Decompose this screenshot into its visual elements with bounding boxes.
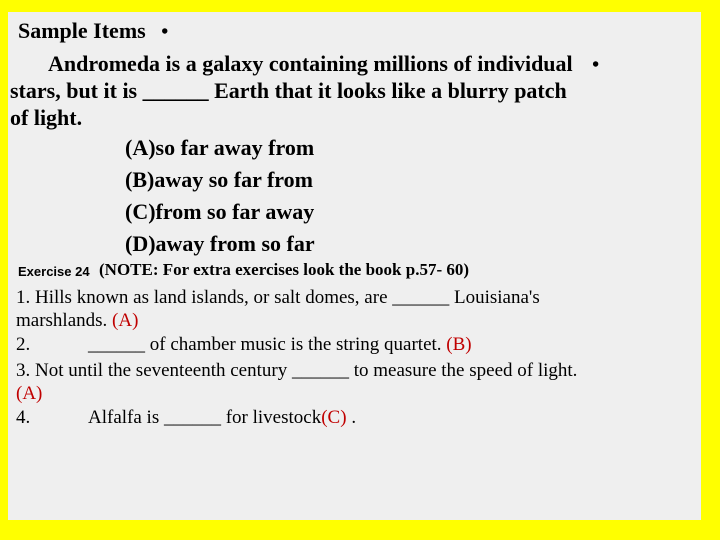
slide-title bbox=[18, 18, 168, 44]
note-text: (NOTE: For extra exercises look the book p.57- 60) bbox=[99, 260, 470, 279]
exercise-4-number: 4. bbox=[16, 407, 31, 428]
exercise-1-answer: (A) bbox=[112, 310, 139, 331]
title-text: Sample Items bbox=[18, 18, 146, 43]
question-line-3: of light. bbox=[10, 105, 83, 130]
question-line-1 bbox=[48, 50, 599, 79]
exercise-3-answer: (A) bbox=[16, 383, 43, 404]
exercise-4-text: Alfalfa is ______ for livestock bbox=[88, 407, 322, 428]
bullet-icon: • bbox=[161, 21, 169, 43]
exercise-1-text: marshlands. bbox=[16, 310, 108, 331]
exercise-2-number: 2. bbox=[16, 334, 31, 355]
exercise-4-answer: (C) bbox=[321, 407, 347, 428]
option-a: (A)so far away from bbox=[125, 135, 315, 160]
exercise-2-answer: (B) bbox=[446, 334, 472, 355]
exercise-4-end: . bbox=[351, 407, 357, 428]
exercise-2-text: ______ of chamber music is the string quartet. bbox=[88, 334, 442, 355]
option-b: (B)away so far from bbox=[125, 167, 313, 192]
question-line-2: stars, but it is ______ Earth that it looks like a blurry patch bbox=[10, 78, 567, 103]
exercise-1-line-1: 1. Hills known as land islands, or salt domes, are ______ Louisiana's bbox=[16, 287, 540, 308]
exercise-4 bbox=[16, 406, 356, 429]
exercise-1-line-2 bbox=[16, 309, 138, 332]
exercise-2 bbox=[16, 333, 472, 356]
slide-content bbox=[8, 12, 701, 520]
exercise-3-line-1: 3. Not until the seventeenth century ______ to measure the speed of light. bbox=[16, 360, 578, 381]
question-line-1-text: Andromeda is a galaxy containing millions of individual bbox=[48, 51, 573, 76]
exercise-label: Exercise 24 bbox=[18, 264, 90, 279]
bullet-icon: • bbox=[592, 54, 600, 76]
option-d: (D)away from so far bbox=[125, 231, 315, 256]
option-c: (C)from so far away bbox=[125, 199, 315, 224]
